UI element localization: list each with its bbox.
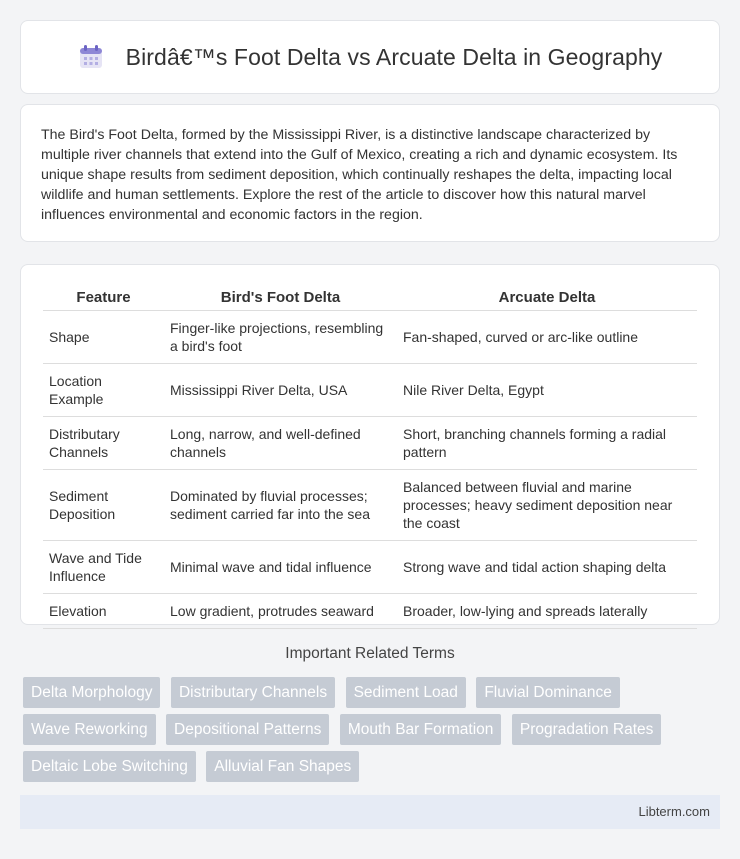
related-term-tag[interactable]: Sediment Load [346, 677, 466, 708]
related-term-tag[interactable]: Depositional Patterns [166, 714, 329, 745]
table-cell: Broader, low-lying and spreads laterally [397, 594, 697, 629]
footer [20, 795, 720, 829]
related-term-tag[interactable]: Progradation Rates [512, 714, 662, 745]
table-cell: Mississippi River Delta, USA [164, 364, 397, 417]
table-row [43, 470, 697, 541]
table-cell: Low gradient, protrudes seaward [164, 594, 397, 629]
table-header-row [43, 285, 697, 311]
related-term-tag[interactable]: Distributary Channels [171, 677, 335, 708]
related-term-tag[interactable]: Delta Morphology [23, 677, 160, 708]
table-cell: Long, narrow, and well-defined channels [164, 417, 397, 470]
table-cell: Finger-like projections, resembling a bird's foot [164, 311, 397, 364]
table-cell: Shape [43, 311, 164, 364]
header-feature: Feature [43, 285, 164, 311]
table-row [43, 364, 697, 417]
related-term-tag[interactable]: Alluvial Fan Shapes [206, 751, 359, 782]
related-term-tag[interactable]: Mouth Bar Formation [340, 714, 502, 745]
table-cell: Dominated by fluvial processes; sediment carried far into the sea [164, 470, 397, 541]
intro-text: The Bird's Foot Delta, formed by the Mississippi River, is a distinctive landscape characterized by multiple river channels that extend into the Gulf of Mexico, creating a rich and dynamic ecosystem. Its unique shape results from sediment deposition, which continually reshapes the delta, impacting local wildlife and human settlements. Explore the rest of the article to discover how this natural marvel influences environmental and economic factors in the region. [41, 127, 678, 223]
table-cell: Elevation [43, 594, 164, 629]
intro-card [20, 104, 720, 242]
table-cell: Short, branching channels forming a radial pattern [397, 417, 697, 470]
table-cell: Balanced between fluvial and marine processes; heavy sediment deposition near the coast [397, 470, 697, 541]
comparison-table-card [20, 264, 720, 625]
related-term-tag[interactable]: Wave Reworking [23, 714, 156, 745]
page-title: Birdâ€™s Foot Delta vs Arcuate Delta in Geography [125, 43, 663, 70]
table-cell: Minimal wave and tidal influence [164, 541, 397, 594]
related-term-tag[interactable]: Fluvial Dominance [476, 677, 620, 708]
table-row [43, 541, 697, 594]
table-cell: Wave and Tide Influence [43, 541, 164, 594]
table-cell: Nile River Delta, Egypt [397, 364, 697, 417]
table-cell: Fan-shaped, curved or arc-like outline [397, 311, 697, 364]
table-cell: Location Example [43, 364, 164, 417]
header-arcuate: Arcuate Delta [397, 285, 697, 311]
table-row [43, 311, 697, 364]
table-cell: Distributary Channels [43, 417, 164, 470]
related-term-tag[interactable]: Deltaic Lobe Switching [23, 751, 196, 782]
footer-brand-link[interactable]: Libterm.com [638, 804, 710, 819]
related-terms-list [23, 677, 723, 788]
title-card [20, 20, 720, 94]
related-terms-title: Important Related Terms [285, 645, 455, 662]
table-cell: Sediment Deposition [43, 470, 164, 541]
header-birds-foot: Bird's Foot Delta [164, 285, 397, 311]
table-row [43, 594, 697, 629]
calendar-icon [78, 44, 104, 70]
table-row [43, 417, 697, 470]
table-cell: Strong wave and tidal action shaping delta [397, 541, 697, 594]
comparison-table [43, 285, 697, 629]
